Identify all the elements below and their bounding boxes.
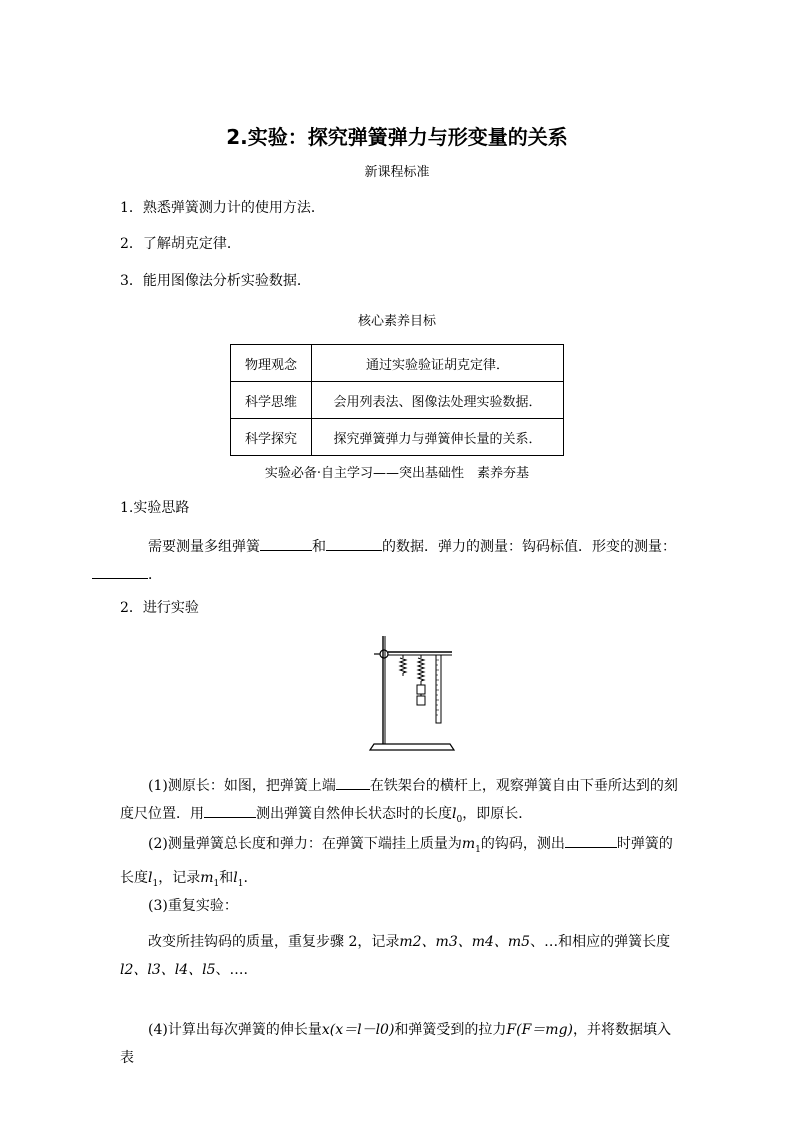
page-title: 2.实验：探究弹簧弹力与形变量的关系 [226, 125, 568, 149]
goals-table [230, 344, 564, 456]
standard-item-3: 3．能用图像法分析实验数据． [120, 273, 311, 289]
stand-base [370, 744, 454, 750]
fill-blank [92, 563, 148, 579]
stand-clamp [380, 650, 388, 658]
step-2: (2)测量弹簧总长度和弹力：在弹簧下端挂上质量为$m_1$的钩码，测出 时弹簧的长度$l_1$，记录$m_1$和$l_1$. [120, 830, 680, 898]
hook-weight [417, 685, 425, 694]
step-3: 改变所挂钩码的质量，重复步骤 2，记录m2、m3、m4、m5、…和相应的弹簧长度l2、l3、l4、l5、…. [120, 934, 671, 978]
iron-stand-figure [366, 632, 458, 752]
section-banner: 实验必备·自主学习——突出基础性 素养夯基 [264, 466, 530, 481]
goal-key: 科学思维 [231, 382, 312, 419]
goal-value: 会用列表法、图像法处理实验数据． [312, 382, 564, 419]
goals-heading: 核心素养目标 [357, 314, 436, 329]
spring-long [417, 655, 425, 705]
standards-heading: 新课程标准 [364, 165, 430, 180]
section-1-heading: 1.实验思路 [120, 500, 190, 516]
spring-short [400, 655, 406, 676]
table-row [231, 419, 564, 456]
goal-key: 科学探究 [231, 419, 312, 456]
step-3-heading: (3)重复实验： [148, 898, 238, 914]
fill-blank [204, 802, 256, 818]
goal-key: 物理观念 [231, 345, 312, 382]
hook-weight [417, 696, 425, 705]
fill-blank [336, 774, 370, 790]
fill-blank [326, 535, 382, 551]
table-row [231, 382, 564, 419]
table-row [231, 345, 564, 382]
step-4: (4)计算出每次弹簧的伸长量x(x＝l－l0)和弹簧受到的拉力F(F＝mg)，并将数据填入表 [120, 1022, 672, 1066]
standard-item-1: 1．熟悉弹簧测力计的使用方法． [120, 200, 325, 216]
goal-value: 通过实验验证胡克定律． [312, 345, 564, 382]
fill-blank [565, 832, 617, 848]
goal-value: 探究弹簧弹力与弹簧伸长量的关系． [312, 419, 564, 456]
section-2-heading: 2．进行实验 [120, 600, 199, 616]
section-1-text: 需要测量多组弹簧 和 的数据．弹力的测量：钩码标值．形变的测量： ． [120, 533, 680, 589]
step-1: (1)测原长：如图，把弹簧上端 在铁架台的横杆上，观察弹簧自由下垂所达到的刻度尺位置．用 测出弹簧自然伸长状态时的长度$l_0$，即原长． [120, 772, 680, 834]
standard-item-2: 2．了解胡克定律． [120, 236, 241, 252]
fill-blank [260, 535, 312, 551]
